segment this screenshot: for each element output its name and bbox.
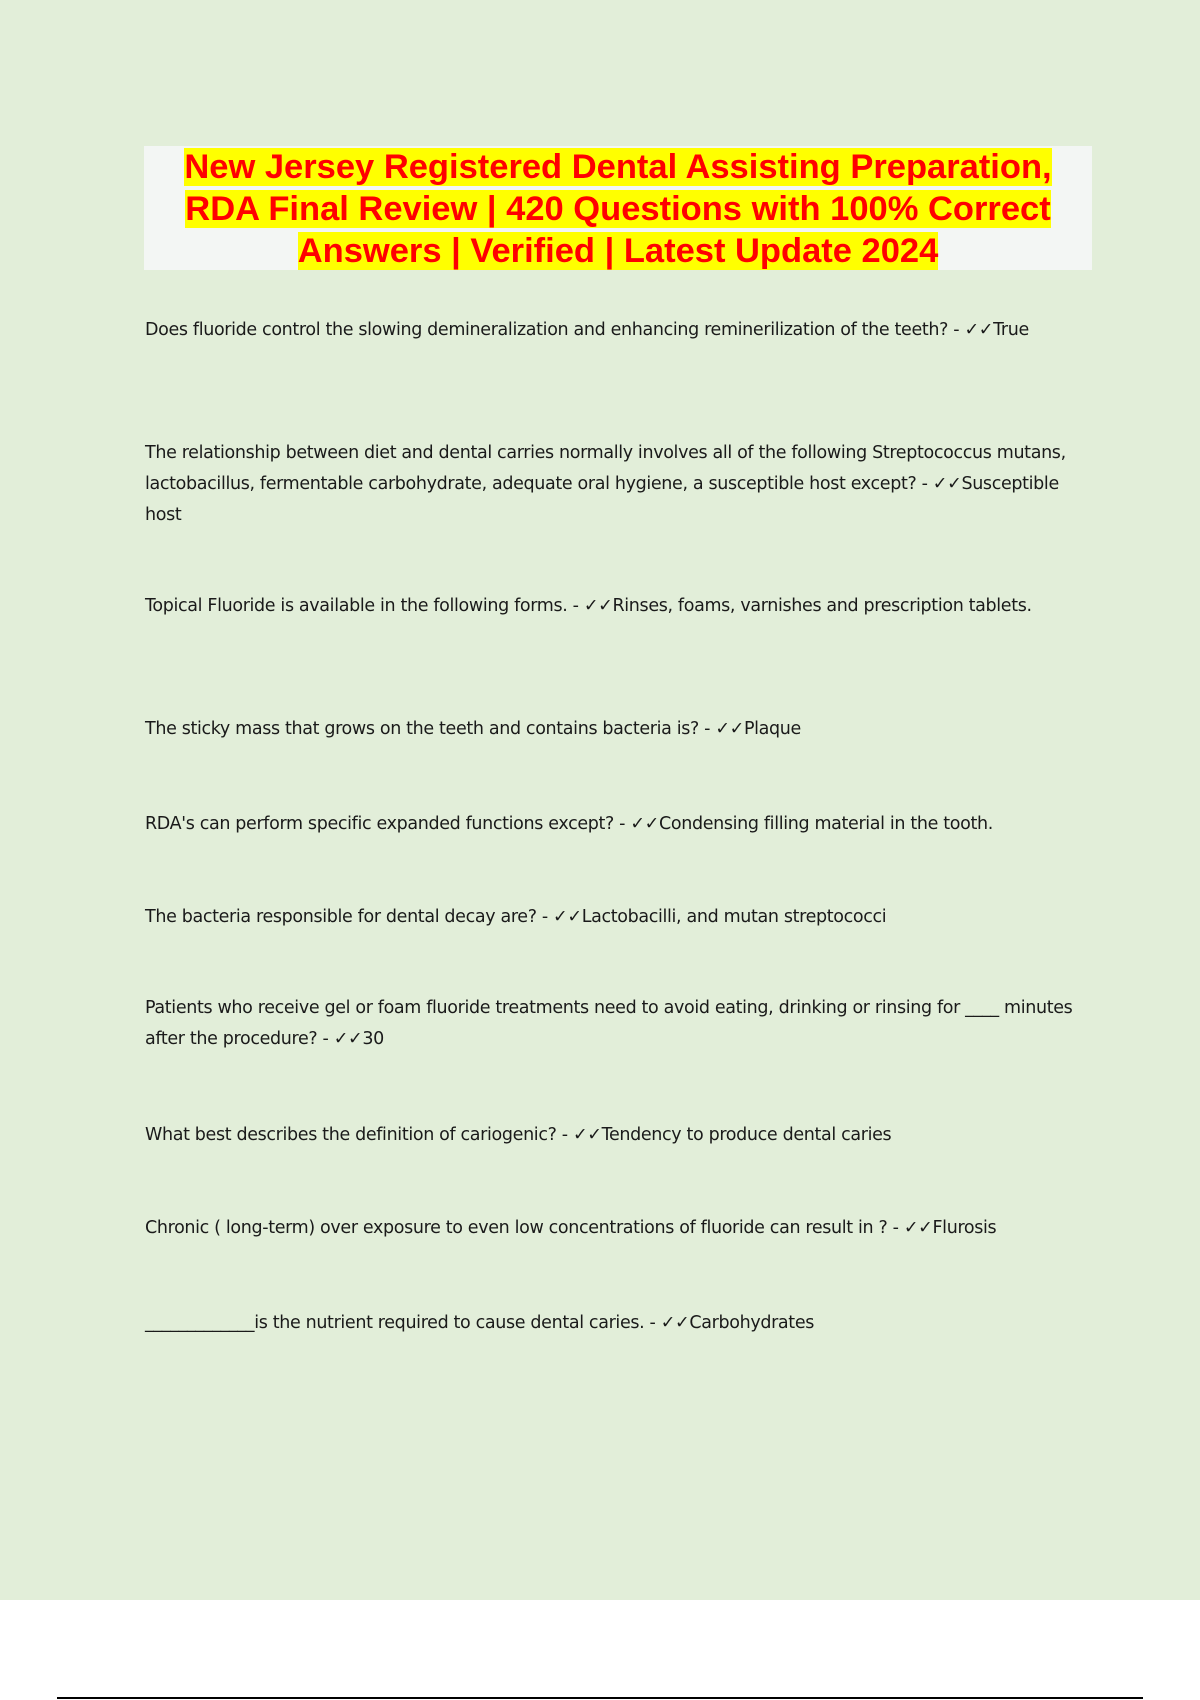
footer-divider [57, 1697, 1143, 1699]
qa-item-5: RDA's can perform specific expanded functions except? - ✓✓Condensing filling material in the tooth. [145, 814, 993, 834]
question-text: Patients who receive gel or foam fluoride treatments need to avoid eating, drinking or rinsing for ____ minutes after the procedure? [145, 998, 1073, 1049]
qa-item-10: _____________is the nutrient required to cause dental caries. - ✓✓Carbohydrates [145, 1313, 814, 1333]
answer-text: Condensing filling material in the tooth. [659, 814, 993, 834]
check-mark-icon: ✓✓ [932, 474, 962, 494]
answer-text: Plaque [743, 719, 801, 739]
question-text: The bacteria responsible for dental decay are? [145, 907, 537, 927]
question-text: The sticky mass that grows on the teeth and contains bacteria is? [145, 719, 699, 739]
question-text: Chronic ( long-term) over exposure to even low concentrations of fluoride can result in ? [145, 1218, 888, 1238]
qa-item-6: The bacteria responsible for dental decay are? - ✓✓Lactobacilli, and mutan streptococci [145, 907, 887, 927]
question-text: Does fluoride control the slowing demineralization and enhancing reminerilization of the teeth? [145, 320, 949, 340]
answer-text: Rinses, foams, varnishes and prescription tablets. [612, 596, 1032, 616]
check-mark-icon: ✓✓ [903, 1218, 933, 1238]
check-mark-icon: ✓✓ [333, 1029, 363, 1049]
answer-text: Flurosis [932, 1218, 997, 1238]
check-mark-icon: ✓✓ [553, 907, 582, 927]
answer-text: Tendency to produce dental caries [601, 1125, 892, 1145]
qa-item-9: Chronic ( long-term) over exposure to even low concentrations of fluoride can result in ? - ✓✓Flurosis [145, 1218, 997, 1238]
answer-text: Carbohydrates [689, 1313, 814, 1333]
qa-item-3: Topical Fluoride is available in the following forms. - ✓✓Rinses, foams, varnishes and prescription tablets. [145, 596, 1032, 616]
check-mark-icon: ✓✓ [583, 596, 613, 616]
qa-item-2: The relationship between diet and dental carries normally involves all of the following Streptococcus mutans, lactobacillus, fermentable carbohydrate, adequate oral hygiene, a susceptible host except? - ✓✓Susceptible host [145, 443, 1066, 525]
qa-item-7: Patients who receive gel or foam fluoride treatments need to avoid eating, drinking or rinsing for ____ minutes after the procedure? - ✓✓30 [145, 998, 1073, 1049]
qa-item-4: The sticky mass that grows on the teeth and contains bacteria is? - ✓✓Plaque [145, 719, 801, 739]
title-line-3: Answers | Verified | Latest Update 2024 [297, 232, 939, 270]
question-text: Topical Fluoride is available in the following forms. [145, 596, 568, 616]
document-title [144, 146, 1092, 272]
question-text: The relationship between diet and dental carries normally involves all of the following Streptococcus mutans, lactobacillus, fermentable carbohydrate, adequate oral hygiene, a susceptible host except? [145, 443, 1066, 494]
check-mark-icon: ✓✓ [715, 719, 744, 739]
answer-text: 30 [362, 1029, 384, 1049]
check-mark-icon: ✓✓ [660, 1313, 690, 1333]
check-mark-icon: ✓✓ [964, 320, 994, 340]
title-line-2: RDA Final Review | 420 Questions with 100% Correct [185, 190, 1051, 228]
title-line-1: New Jersey Registered Dental Assisting Preparation, [184, 148, 1052, 186]
answer-text: Lactobacilli, and mutan streptococci [581, 907, 887, 927]
answer-text: True [993, 320, 1029, 340]
question-text: RDA's can perform specific expanded functions except? [145, 814, 614, 834]
question-text: What best describes the definition of cariogenic? [145, 1125, 557, 1145]
qa-item-8: What best describes the definition of cariogenic? - ✓✓Tendency to produce dental caries [145, 1125, 892, 1145]
qa-item-1: Does fluoride control the slowing demineralization and enhancing reminerilization of the teeth? - ✓✓True [145, 320, 1029, 340]
question-text: _____________is the nutrient required to cause dental caries. [145, 1313, 645, 1333]
check-mark-icon: ✓✓ [572, 1125, 602, 1145]
check-mark-icon: ✓✓ [630, 814, 659, 834]
answer-text: Susceptible host [145, 474, 1059, 525]
